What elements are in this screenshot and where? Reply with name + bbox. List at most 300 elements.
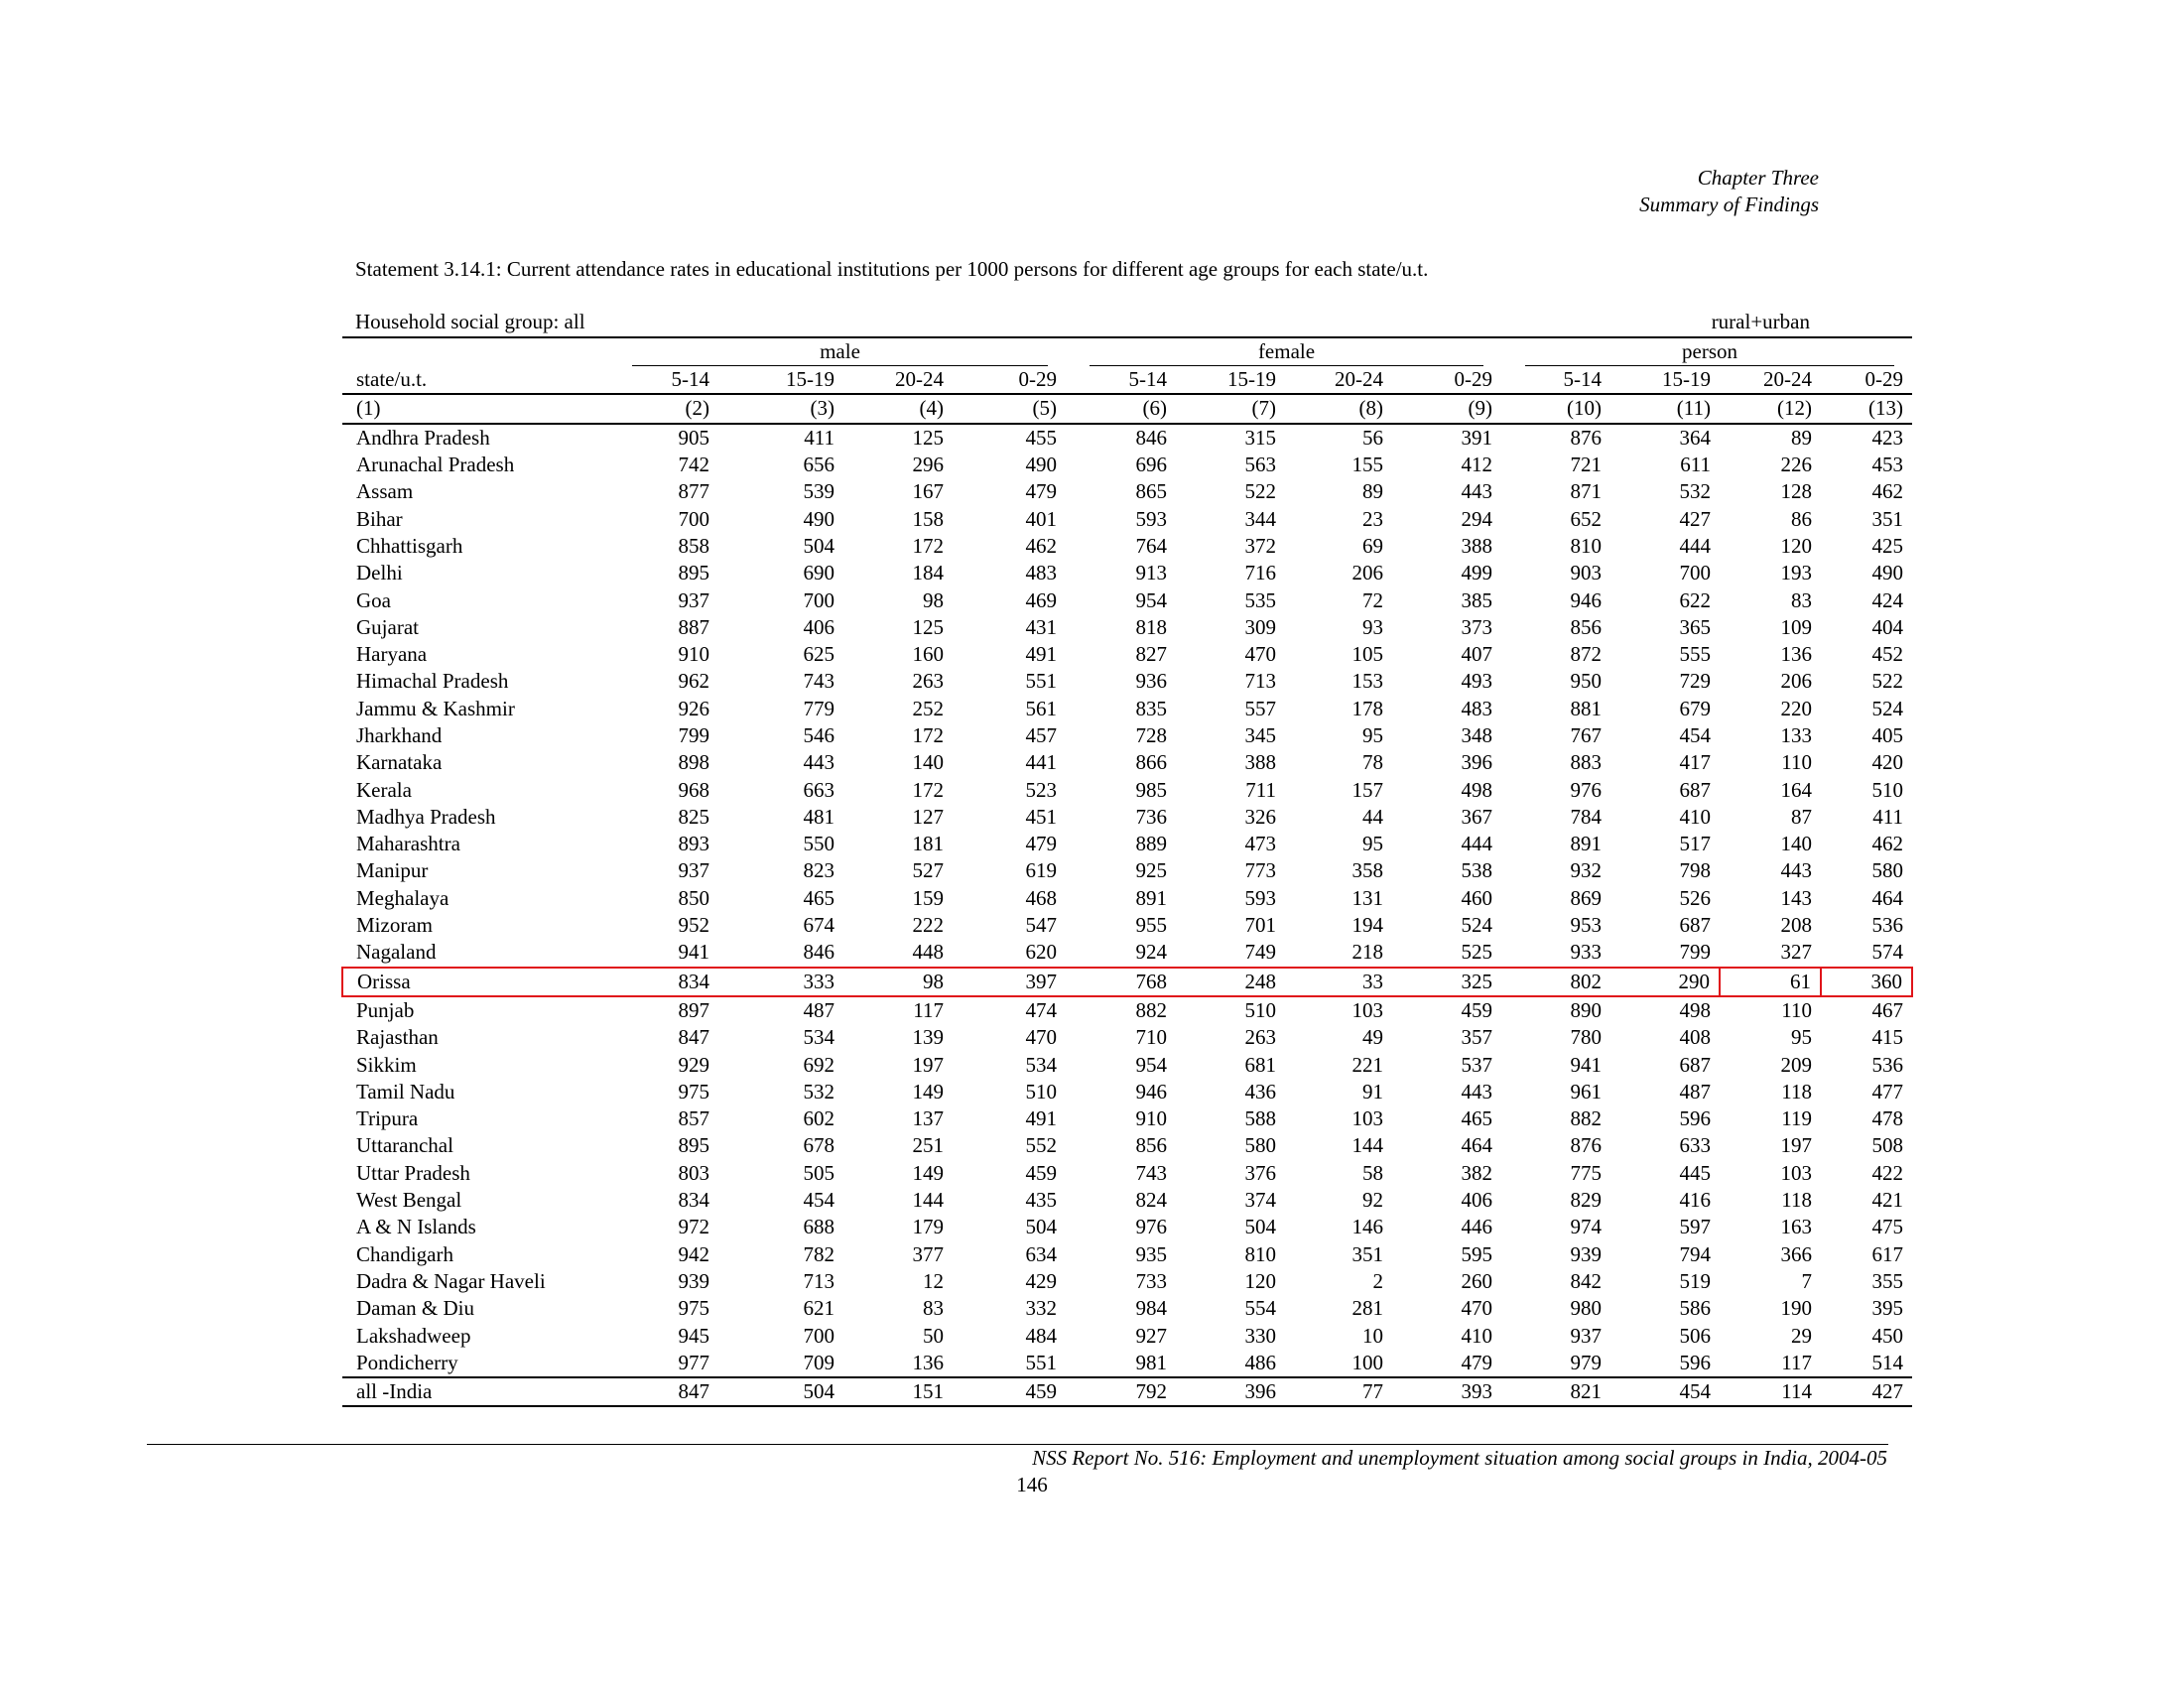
value-cell: 344 xyxy=(1244,506,1276,531)
value-cell: 431 xyxy=(1025,614,1057,639)
value-cell: 95 xyxy=(1791,1025,1812,1050)
value-cell: 595 xyxy=(1461,1241,1492,1266)
value-cell: 453 xyxy=(1871,453,1903,477)
table-row xyxy=(342,452,1912,478)
value-cell: 679 xyxy=(1679,696,1711,720)
total-value: 504 xyxy=(718,1377,843,1406)
value-cell: 109 xyxy=(1780,614,1812,639)
value-cell: 891 xyxy=(1135,885,1167,910)
value-cell: 937 xyxy=(678,587,709,612)
state-name: Gujarat xyxy=(356,614,419,639)
value-cell: 139 xyxy=(912,1025,944,1050)
value-cell: 103 xyxy=(1351,997,1383,1022)
value-cell: 208 xyxy=(1780,913,1812,938)
value-cell: 510 xyxy=(1025,1079,1057,1104)
value-cell: 351 xyxy=(1871,506,1903,531)
value-cell: 622 xyxy=(1679,587,1711,612)
table-row xyxy=(342,996,1912,1024)
value-cell: 945 xyxy=(678,1323,709,1348)
value-cell: 100 xyxy=(1351,1350,1383,1374)
value-cell: 374 xyxy=(1244,1188,1276,1213)
table-row xyxy=(342,560,1912,586)
value-cell: 473 xyxy=(1244,832,1276,856)
value-cell: 687 xyxy=(1679,1052,1711,1077)
value-cell: 460 xyxy=(1461,885,1492,910)
value-cell: 977 xyxy=(678,1350,709,1374)
value-cell: 736 xyxy=(1135,804,1167,829)
value-cell: 194 xyxy=(1351,913,1383,938)
value-cell: 366 xyxy=(1780,1241,1812,1266)
value-cell: 408 xyxy=(1679,1025,1711,1050)
value-cell: 487 xyxy=(803,997,835,1022)
state-name: West Bengal xyxy=(356,1188,462,1213)
value-cell: 546 xyxy=(803,723,835,747)
value-cell: 713 xyxy=(1244,669,1276,694)
value-cell: 164 xyxy=(1780,777,1812,802)
value-cell: 197 xyxy=(912,1052,944,1077)
value-cell: 493 xyxy=(1461,669,1492,694)
value-cell: 823 xyxy=(803,858,835,883)
value-cell: 462 xyxy=(1871,479,1903,504)
value-cell: 296 xyxy=(912,453,944,477)
value-cell: 574 xyxy=(1871,940,1903,965)
value-cell: 936 xyxy=(1135,669,1167,694)
state-name: Himachal Pradesh xyxy=(356,669,509,694)
value-cell: 534 xyxy=(1025,1052,1057,1077)
column-number: (1) xyxy=(342,394,608,423)
value-cell: 555 xyxy=(1679,642,1711,667)
value-cell: 550 xyxy=(803,832,835,856)
value-cell: 950 xyxy=(1570,669,1602,694)
value-cell: 972 xyxy=(678,1215,709,1239)
value-cell: 105 xyxy=(1351,642,1383,667)
age-header: 15-19 xyxy=(1176,366,1285,394)
value-cell: 532 xyxy=(1679,479,1711,504)
total-value: 454 xyxy=(1610,1377,1720,1406)
table-row xyxy=(342,1268,1912,1295)
value-cell: 125 xyxy=(912,425,944,450)
value-cell: 961 xyxy=(1570,1079,1602,1104)
value-cell: 937 xyxy=(1570,1323,1602,1348)
value-cell: 83 xyxy=(923,1296,944,1321)
value-cell: 468 xyxy=(1025,885,1057,910)
total-value: 396 xyxy=(1176,1377,1285,1406)
value-cell: 898 xyxy=(678,750,709,775)
value-cell: 897 xyxy=(678,997,709,1022)
table-row xyxy=(342,1187,1912,1214)
value-cell: 385 xyxy=(1461,587,1492,612)
value-cell: 700 xyxy=(678,506,709,531)
value-cell: 388 xyxy=(1461,533,1492,558)
value-cell: 421 xyxy=(1871,1188,1903,1213)
value-cell: 674 xyxy=(803,913,835,938)
value-cell: 827 xyxy=(1135,642,1167,667)
value-cell: 455 xyxy=(1025,425,1057,450)
value-cell: 498 xyxy=(1461,777,1492,802)
value-cell: 345 xyxy=(1244,723,1276,747)
value-cell: 404 xyxy=(1871,614,1903,639)
value-cell: 325 xyxy=(1392,968,1501,996)
value-cell: 835 xyxy=(1135,696,1167,720)
table-row-highlighted xyxy=(342,968,1912,996)
column-number: (8) xyxy=(1285,394,1392,423)
value-cell: 405 xyxy=(1871,723,1903,747)
value-cell: 78 xyxy=(1362,750,1383,775)
value-cell: 696 xyxy=(1135,453,1167,477)
value-cell: 711 xyxy=(1245,777,1276,802)
value-cell: 881 xyxy=(1570,696,1602,720)
value-cell: 181 xyxy=(912,832,944,856)
value-cell: 941 xyxy=(678,940,709,965)
value-cell: 12 xyxy=(923,1268,944,1293)
total-value: 847 xyxy=(608,1377,718,1406)
footer-rule xyxy=(147,1444,1888,1445)
value-cell: 554 xyxy=(1244,1296,1276,1321)
value-cell: 327 xyxy=(1780,940,1812,965)
value-cell: 444 xyxy=(1679,533,1711,558)
state-name: Tripura xyxy=(356,1106,419,1131)
state-name: Jammu & Kashmir xyxy=(356,696,515,720)
total-value: 393 xyxy=(1392,1377,1501,1406)
age-header: 0-29 xyxy=(1392,366,1501,394)
value-cell: 424 xyxy=(1871,587,1903,612)
value-cell: 118 xyxy=(1781,1188,1812,1213)
value-cell: 596 xyxy=(1679,1350,1711,1374)
state-name: Manipur xyxy=(356,858,429,883)
attendance-table xyxy=(341,336,1913,1407)
value-cell: 842 xyxy=(1570,1268,1602,1293)
value-cell: 847 xyxy=(678,1025,709,1050)
value-cell: 499 xyxy=(1461,561,1492,585)
value-cell: 50 xyxy=(923,1323,944,1348)
value-cell: 420 xyxy=(1871,750,1903,775)
area-label: rural+urban xyxy=(1711,310,1810,333)
group-header-text: female xyxy=(1090,338,1483,366)
value-cell: 382 xyxy=(1461,1160,1492,1185)
value-cell: 883 xyxy=(1570,750,1602,775)
value-cell: 117 xyxy=(1781,1350,1812,1374)
value-cell: 160 xyxy=(912,642,944,667)
value-cell: 459 xyxy=(1461,997,1492,1022)
state-name: Madhya Pradesh xyxy=(356,804,496,829)
state-name: Goa xyxy=(356,587,391,612)
value-cell: 452 xyxy=(1871,642,1903,667)
table-row xyxy=(342,1295,1912,1322)
value-cell: 465 xyxy=(803,885,835,910)
value-cell: 538 xyxy=(1461,858,1492,883)
value-cell: 263 xyxy=(912,669,944,694)
value-cell: 110 xyxy=(1781,997,1812,1022)
value-cell: 364 xyxy=(1679,425,1711,450)
table-row xyxy=(342,1132,1912,1159)
table-row xyxy=(342,668,1912,695)
value-cell: 519 xyxy=(1679,1268,1711,1293)
column-number: (4) xyxy=(843,394,953,423)
value-cell: 954 xyxy=(1135,587,1167,612)
value-cell: 510 xyxy=(1244,997,1276,1022)
value-cell: 190 xyxy=(1780,1296,1812,1321)
value-cell: 882 xyxy=(1570,1106,1602,1131)
value-cell: 260 xyxy=(1461,1268,1492,1293)
state-name: Chandigarh xyxy=(356,1241,453,1266)
value-cell: 690 xyxy=(803,561,835,585)
value-cell: 621 xyxy=(803,1296,835,1321)
age-header: 15-19 xyxy=(718,366,843,394)
value-cell: 83 xyxy=(1791,587,1812,612)
value-cell: 358 xyxy=(1351,858,1383,883)
section-title: Summary of Findings xyxy=(1639,193,1819,216)
value-cell: 172 xyxy=(912,777,944,802)
state-name: Jharkhand xyxy=(356,723,443,747)
value-cell: 700 xyxy=(803,1323,835,1348)
value-cell: 523 xyxy=(1025,777,1057,802)
column-number-row xyxy=(342,394,1912,423)
value-cell: 33 xyxy=(1285,968,1392,996)
report-footer: NSS Report No. 516: Employment and unemployment situation among social groups in India, 2004-05 xyxy=(1032,1446,1887,1470)
total-value: 151 xyxy=(843,1377,953,1406)
value-cell: 939 xyxy=(1570,1241,1602,1266)
value-cell: 110 xyxy=(1781,750,1812,775)
value-cell: 376 xyxy=(1244,1160,1276,1185)
value-cell: 478 xyxy=(1871,1106,1903,1131)
value-cell: 475 xyxy=(1871,1215,1903,1239)
value-cell: 23 xyxy=(1362,506,1383,531)
table-row xyxy=(342,505,1912,532)
value-cell: 98 xyxy=(843,968,953,996)
value-cell: 713 xyxy=(803,1268,835,1293)
value-cell: 866 xyxy=(1135,750,1167,775)
value-cell: 443 xyxy=(803,750,835,775)
value-cell: 137 xyxy=(912,1106,944,1131)
state-name: Kerala xyxy=(356,777,412,802)
value-cell: 678 xyxy=(803,1133,835,1158)
value-cell: 856 xyxy=(1135,1133,1167,1158)
value-cell: 903 xyxy=(1570,561,1602,585)
value-cell: 252 xyxy=(912,696,944,720)
value-cell: 946 xyxy=(1570,587,1602,612)
column-number: (6) xyxy=(1066,394,1176,423)
value-cell: 913 xyxy=(1135,561,1167,585)
value-cell: 547 xyxy=(1025,913,1057,938)
value-cell: 764 xyxy=(1135,533,1167,558)
value-cell: 557 xyxy=(1244,696,1276,720)
column-number: (2) xyxy=(608,394,718,423)
value-cell: 834 xyxy=(678,1188,709,1213)
value-cell: 829 xyxy=(1570,1188,1602,1213)
value-cell: 459 xyxy=(1025,1160,1057,1185)
value-cell: 937 xyxy=(678,858,709,883)
age-header: 20-24 xyxy=(1285,366,1392,394)
value-cell: 469 xyxy=(1025,587,1057,612)
table-row xyxy=(342,912,1912,939)
value-cell: 709 xyxy=(803,1350,835,1374)
value-cell: 377 xyxy=(912,1241,944,1266)
state-name: Orissa xyxy=(342,968,608,996)
value-cell: 780 xyxy=(1570,1025,1602,1050)
table-row xyxy=(342,586,1912,613)
state-name: Haryana xyxy=(356,642,428,667)
table-row xyxy=(342,857,1912,884)
table-row xyxy=(342,804,1912,831)
value-cell: 869 xyxy=(1570,885,1602,910)
value-cell: 197 xyxy=(1780,1133,1812,1158)
value-cell: 98 xyxy=(923,587,944,612)
value-cell: 810 xyxy=(1570,533,1602,558)
value-cell: 58 xyxy=(1362,1160,1383,1185)
group-header-row xyxy=(342,337,1912,366)
value-cell: 444 xyxy=(1461,832,1492,856)
value-cell: 593 xyxy=(1135,506,1167,531)
value-cell: 941 xyxy=(1570,1052,1602,1077)
table-row xyxy=(342,533,1912,560)
table-row xyxy=(342,1350,1912,1377)
value-cell: 470 xyxy=(1244,642,1276,667)
table-row xyxy=(342,1024,1912,1051)
value-cell: 357 xyxy=(1461,1025,1492,1050)
value-cell: 158 xyxy=(912,506,944,531)
state-name: Pondicherry xyxy=(356,1350,458,1374)
value-cell: 479 xyxy=(1025,479,1057,504)
value-cell: 157 xyxy=(1351,777,1383,802)
total-value: 821 xyxy=(1501,1377,1610,1406)
statement-title: Statement 3.14.1: Current attendance rates in educational institutions per 1000 persons for different age groups for each state/u.t. xyxy=(355,257,1429,281)
value-cell: 410 xyxy=(1461,1323,1492,1348)
page-number: 146 xyxy=(1016,1473,1048,1496)
group-header xyxy=(1501,337,1912,366)
value-cell: 464 xyxy=(1871,885,1903,910)
value-cell: 681 xyxy=(1244,1052,1276,1077)
value-cell: 890 xyxy=(1570,997,1602,1022)
value-cell: 532 xyxy=(803,1079,835,1104)
value-cell: 411 xyxy=(804,425,835,450)
age-header: 5-14 xyxy=(1501,366,1610,394)
age-header: 15-19 xyxy=(1610,366,1720,394)
value-cell: 470 xyxy=(1025,1025,1057,1050)
value-cell: 125 xyxy=(912,614,944,639)
state-name: Daman & Diu xyxy=(356,1296,474,1321)
age-header: 20-24 xyxy=(843,366,953,394)
value-cell: 406 xyxy=(1461,1188,1492,1213)
value-cell: 953 xyxy=(1570,913,1602,938)
value-cell: 825 xyxy=(678,804,709,829)
value-cell: 263 xyxy=(1244,1025,1276,1050)
value-cell: 524 xyxy=(1871,696,1903,720)
value-cell: 226 xyxy=(1780,453,1812,477)
state-name: Mizoram xyxy=(356,913,433,938)
value-cell: 522 xyxy=(1244,479,1276,504)
value-cell: 491 xyxy=(1025,642,1057,667)
value-cell: 784 xyxy=(1570,804,1602,829)
value-cell: 889 xyxy=(1135,832,1167,856)
value-cell: 395 xyxy=(1871,1296,1903,1321)
table-row xyxy=(342,1160,1912,1187)
value-cell: 561 xyxy=(1025,696,1057,720)
column-number: (11) xyxy=(1610,394,1720,423)
value-cell: 935 xyxy=(1135,1241,1167,1266)
value-cell: 351 xyxy=(1351,1241,1383,1266)
state-name: Arunachal Pradesh xyxy=(356,453,515,477)
table-row xyxy=(342,1241,1912,1268)
value-cell: 834 xyxy=(608,968,718,996)
value-cell: 155 xyxy=(1351,453,1383,477)
value-cell: 799 xyxy=(1679,940,1711,965)
value-cell: 846 xyxy=(803,940,835,965)
value-cell: 597 xyxy=(1679,1215,1711,1239)
value-cell: 779 xyxy=(803,696,835,720)
value-cell: 49 xyxy=(1362,1025,1383,1050)
value-cell: 146 xyxy=(1351,1215,1383,1239)
value-cell: 663 xyxy=(803,777,835,802)
value-cell: 209 xyxy=(1780,1052,1812,1077)
value-cell: 436 xyxy=(1244,1079,1276,1104)
group-header xyxy=(608,337,1066,366)
value-cell: 701 xyxy=(1244,913,1276,938)
value-cell: 483 xyxy=(1461,696,1492,720)
value-cell: 120 xyxy=(1780,533,1812,558)
value-cell: 406 xyxy=(803,614,835,639)
value-cell: 925 xyxy=(1135,858,1167,883)
age-header: 20-24 xyxy=(1720,366,1821,394)
value-cell: 218 xyxy=(1351,940,1383,965)
value-cell: 905 xyxy=(678,425,709,450)
value-cell: 184 xyxy=(912,561,944,585)
value-cell: 633 xyxy=(1679,1133,1711,1158)
value-cell: 733 xyxy=(1135,1268,1167,1293)
value-cell: 522 xyxy=(1871,669,1903,694)
value-cell: 527 xyxy=(912,858,944,883)
value-cell: 535 xyxy=(1244,587,1276,612)
value-cell: 954 xyxy=(1135,1052,1167,1077)
value-cell: 251 xyxy=(912,1133,944,1158)
value-cell: 968 xyxy=(678,777,709,802)
value-cell: 427 xyxy=(1679,506,1711,531)
value-cell: 721 xyxy=(1570,453,1602,477)
value-cell: 72 xyxy=(1362,587,1383,612)
value-cell: 140 xyxy=(1780,832,1812,856)
value-cell: 128 xyxy=(1780,479,1812,504)
age-header: 0-29 xyxy=(1821,366,1912,394)
value-cell: 69 xyxy=(1362,533,1383,558)
column-number: (9) xyxy=(1392,394,1501,423)
value-cell: 348 xyxy=(1461,723,1492,747)
value-cell: 167 xyxy=(912,479,944,504)
value-cell: 955 xyxy=(1135,913,1167,938)
value-cell: 294 xyxy=(1461,506,1492,531)
value-cell: 799 xyxy=(678,723,709,747)
value-cell: 619 xyxy=(1025,858,1057,883)
state-name: Uttar Pradesh xyxy=(356,1160,470,1185)
value-cell: 773 xyxy=(1244,858,1276,883)
value-cell: 505 xyxy=(803,1160,835,1185)
group-header xyxy=(1066,337,1501,366)
state-name: A & N Islands xyxy=(356,1215,476,1239)
value-cell: 924 xyxy=(1135,940,1167,965)
value-cell: 942 xyxy=(678,1241,709,1266)
value-cell: 490 xyxy=(1871,561,1903,585)
value-cell: 136 xyxy=(1780,642,1812,667)
value-cell: 367 xyxy=(1461,804,1492,829)
value-cell: 506 xyxy=(1679,1323,1711,1348)
value-cell: 504 xyxy=(1025,1215,1057,1239)
value-cell: 477 xyxy=(1871,1079,1903,1104)
value-cell: 536 xyxy=(1871,1052,1903,1077)
value-cell: 858 xyxy=(678,533,709,558)
value-cell: 926 xyxy=(678,696,709,720)
table-row xyxy=(342,1105,1912,1132)
value-cell: 465 xyxy=(1461,1106,1492,1131)
value-cell: 144 xyxy=(1351,1133,1383,1158)
value-cell: 939 xyxy=(678,1268,709,1293)
